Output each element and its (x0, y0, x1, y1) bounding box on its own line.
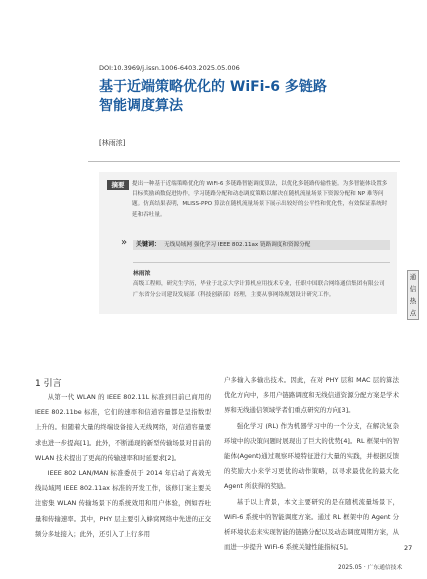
section-heading: 1 引言 (35, 379, 62, 389)
header-divider (88, 161, 400, 162)
body-column-left (35, 390, 211, 542)
paragraph: 基于以上背景，本文主要研究的是在随机流量场景下，WiFi-6 系统中的智能调度方案。通过 RL 框架中的 Agent 分析环境状态来实现智能的链路分配以及动态调度周期方案，从而进一步提升 WiFi-6 系统关键性能指标[5]。 (224, 497, 399, 552)
abstract-label: 摘要 (107, 180, 129, 190)
keyword-label: 关键词： (136, 241, 161, 248)
bio-name: 林雨浓 (133, 271, 151, 277)
doi-line: DOI:10.3969/j.issn.1006-6403.2025.05.006 (99, 64, 240, 72)
section-side-tag (407, 270, 419, 320)
title-line-1: 基于近端策略优化的 WiFi-6 多链路 (99, 79, 327, 95)
journal-footer: 2025.05 · 广东通信技术 (338, 565, 403, 571)
body-column-right (224, 373, 399, 555)
keyword-chevron-icon: » (121, 237, 128, 248)
side-tag-label: 通信热点 (409, 273, 417, 317)
title-line-2: 智能调度算法 (99, 98, 183, 114)
article-title (99, 78, 359, 116)
paragraph: 从第一代 WLAN 的 IEEE 802.11L 标准到目前已商用的 IEEE 802.11be 标准，它们的速率和信道容量都是呈指数型上升的。但随着大量的终端设备接入无线网络，对信道容量要求也进一步提高[1]。此外，不断涌现的新型传输场景对目前的 WLAN 技术提出了更高的传输速率和时延要求[2]。 (35, 393, 211, 462)
page-number: 27 (404, 544, 413, 552)
author-line: [林雨浓] (99, 139, 126, 147)
bio-divider (133, 262, 390, 263)
paragraph: 强化学习 (RL) 作为机器学习中的一个分支，在解决复杂环境中的决策问题时展现出了巨大的优势[4]。RL 框架中的智能体(Agent)通过观察环境特征进行大量的实践，并根据反馈的奖励大小来学习更优的动作策略，以寻求最优化的最大化 Agent 所获得的奖励。 (224, 421, 399, 491)
bio-text: 高级工程师，研究生学历，毕业于北京大学计算机应用技术专业，任职中国联合网络通信集团有限公司广东省分公司建设发展部（科技创新部）经理，主要从事网络规划设计研究工作。 (133, 281, 385, 298)
paragraph: IEEE 802 LAN/MAN 标准委员于 2014 年启动了高效无线局域网 IEEE 802.11ax 标准的开发工作，该修订案主要关注密集 WLAN 传输场景下的系统效用和用户体验，例如吞吐量和传输速率。其中，PHY 层主要引入蜂窝网络中先进的正交频分多址接入；此外，还引入了上行多用 (35, 469, 211, 538)
keyword-text: 无线局域网 强化学习 IEEE 802.11ax 链路调度和资源分配 (164, 242, 311, 248)
paragraph: 户多输入多输出技术。因此，在对 PHY 层和 MAC 层的算法优化方向中，多用户链路调度和无线信道资源分配方案是学术界和无线通信领域学者们重点研究的方向[3]。 (224, 376, 399, 415)
abstract-text: 提出一种基于近端策略优化的 WiFi-6 多链路智能调度算法，以优化多链路传输性能。为多智能体设置多目标奖励函数促进协作，学习链路分配和动态调度策略以解决在随机流量场景下资源分配和 NP 难等问题。仿真结果表明，MLISS-PPO 算法在随机流量场景下展示出较好的公平性和优化性，有效保证系统时延和吞吐量。 (132, 181, 388, 218)
